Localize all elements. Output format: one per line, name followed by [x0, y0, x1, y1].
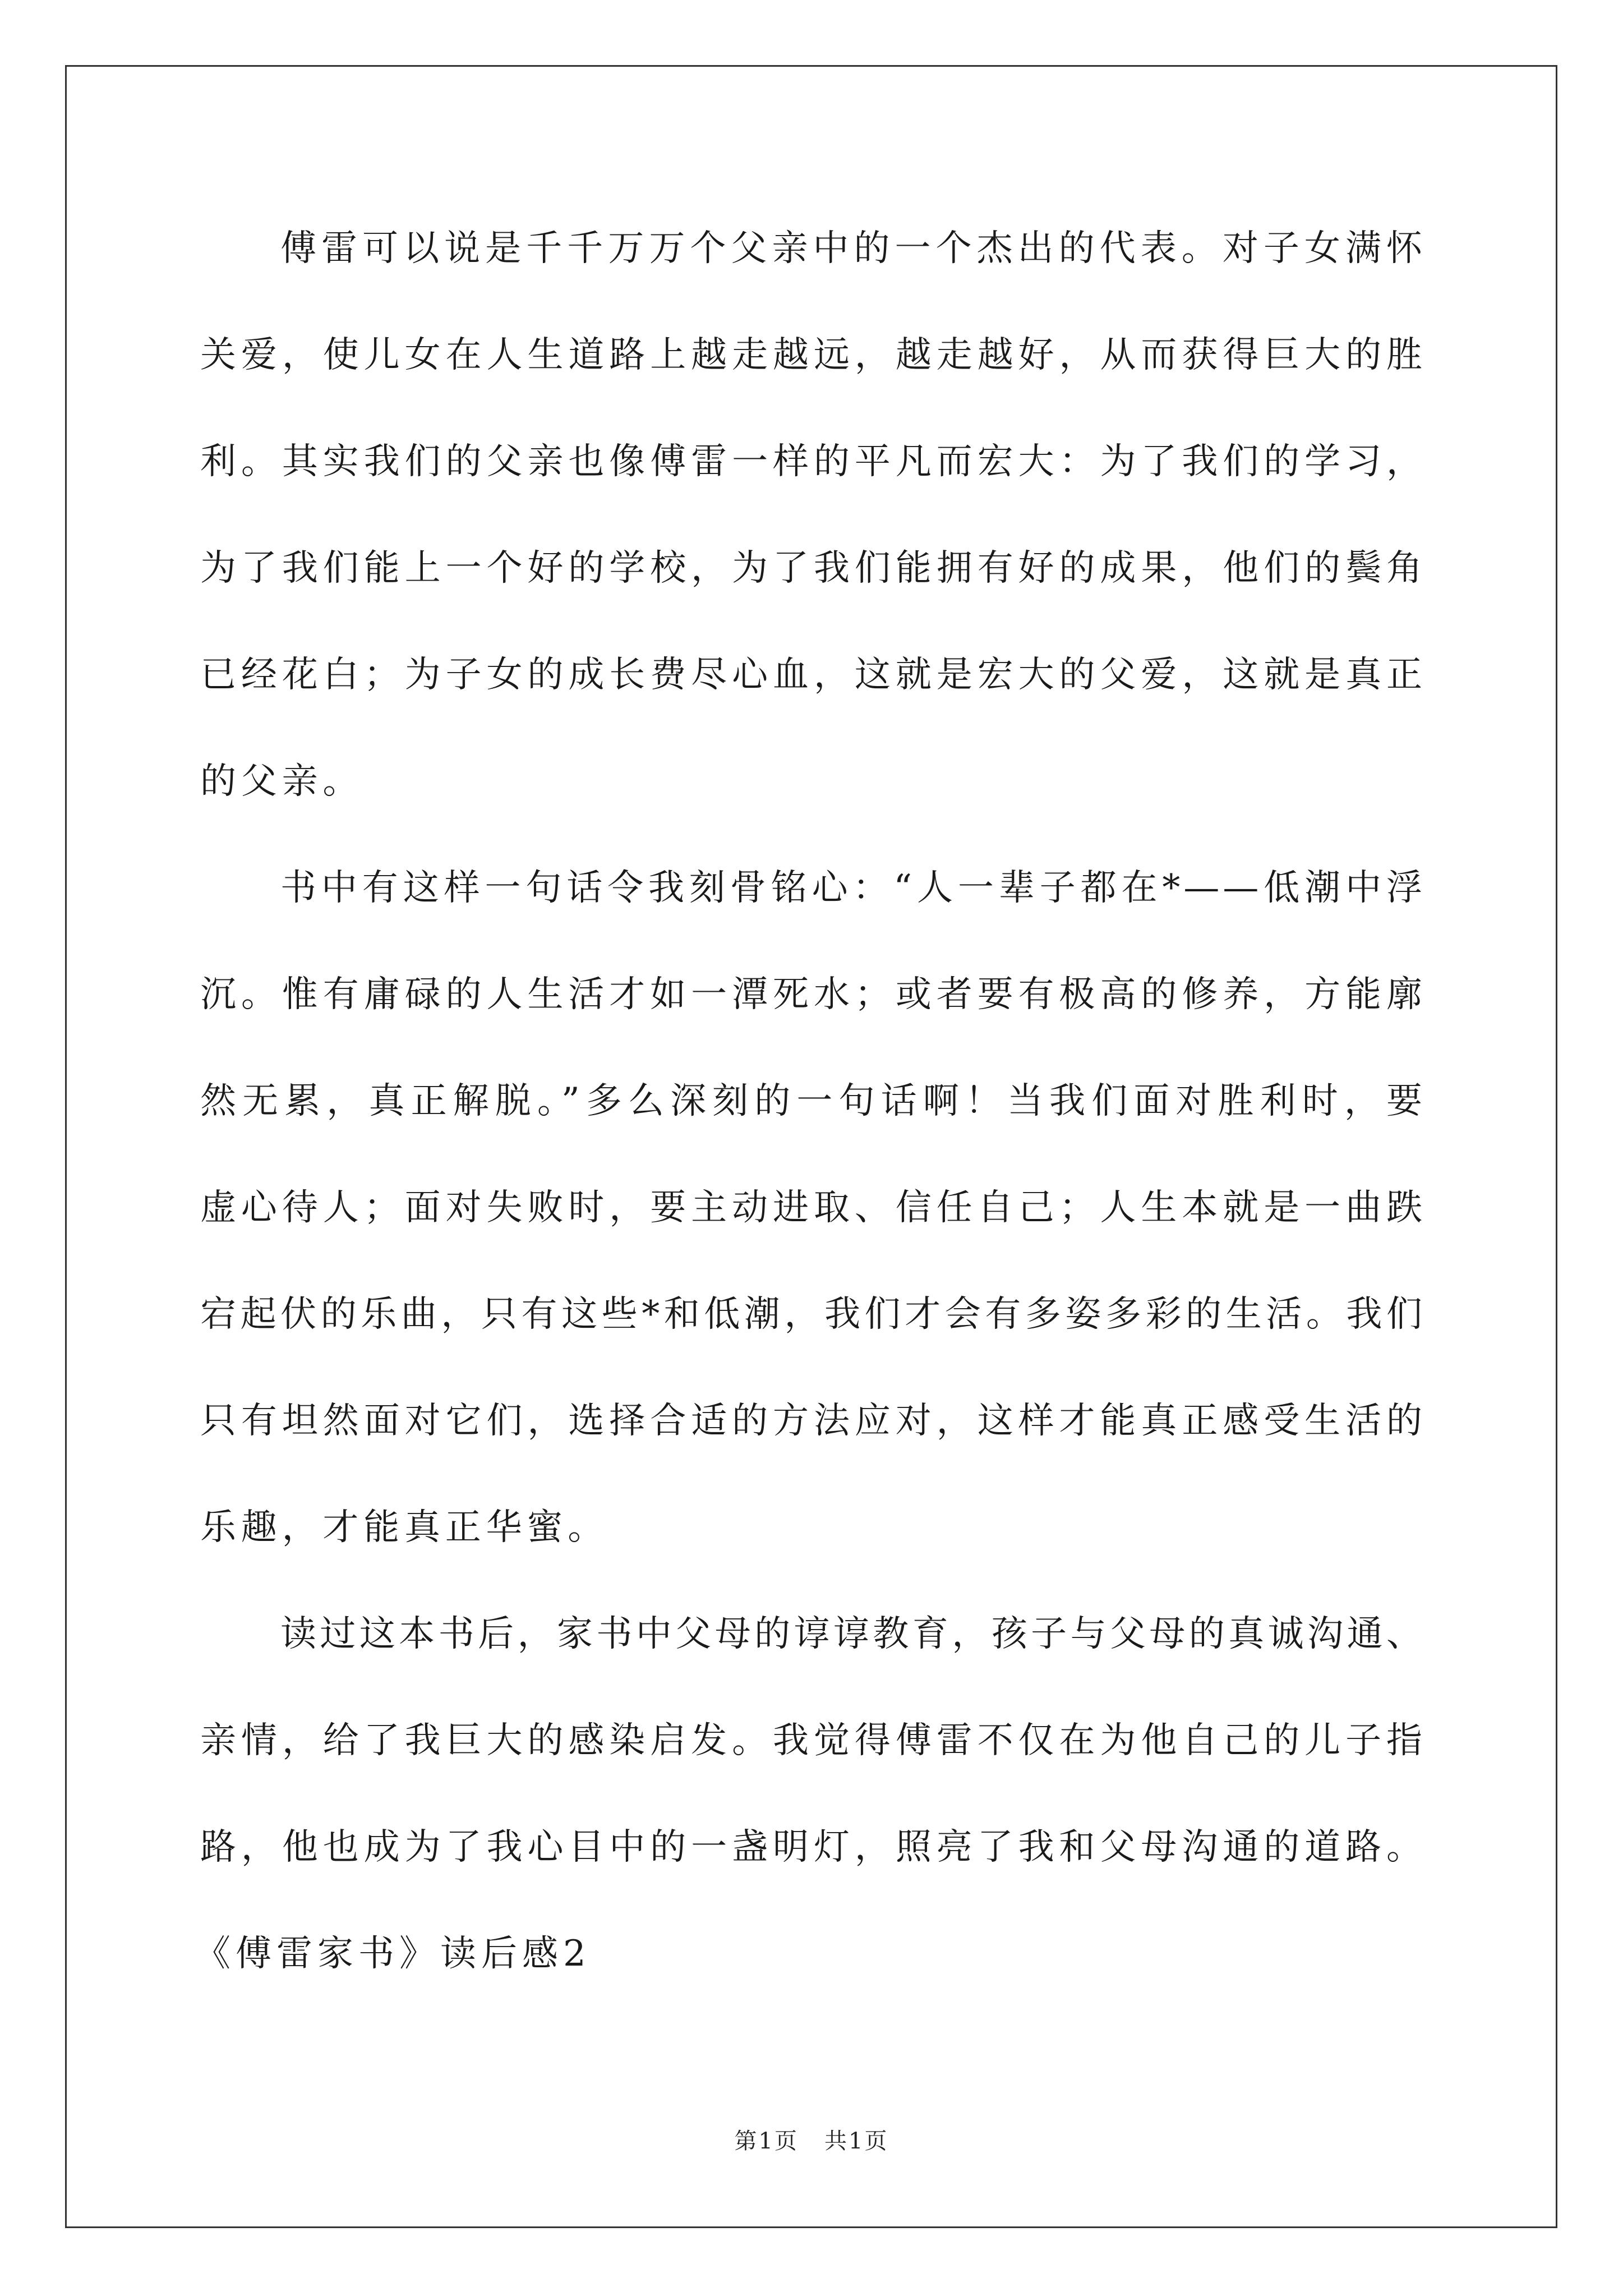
body-text: [195, 195, 1426, 2007]
text-line: 利。其实我们的父亲也像傅雷一样的平凡而宏大：为了我们的学习，: [200, 441, 1426, 482]
text-line: 虚心待人；面对失败时，要主动进取、信任自己；人生本就是一曲跌: [200, 1187, 1426, 1228]
text-line: 只有坦然面对它们，选择合适的方法应对，这样才能真正感受生活的: [200, 1400, 1426, 1442]
text-line: 读过这本书后，家书中父母的谆谆教育，孩子与父母的真诚沟通、: [280, 1613, 1426, 1655]
page-footer: [0, 2126, 1623, 2156]
text-line: 的父亲。: [200, 761, 364, 802]
text-line: 沉。惟有庸碌的人生活才如一潭死水；或者要有极高的修养，方能廓: [200, 974, 1426, 1015]
text-line: 关爱，使儿女在人生道路上越走越远，越走越好，从而获得巨大的胜: [200, 334, 1426, 376]
text-line: 然无累，真正解脱。”多么深刻的一句话啊！当我们面对胜利时，要: [200, 1080, 1426, 1122]
text-line: 路，他也成为了我心目中的一盏明灯，照亮了我和父母沟通的道路。: [200, 1826, 1426, 1868]
text-line: 乐趣，才能真正华蜜。: [200, 1507, 608, 1548]
paragraph: [200, 1581, 1426, 1901]
paragraph: [200, 835, 1426, 1581]
text-line: 亲情，给了我巨大的感染启发。我觉得傅雷不仅在为他自己的儿子指: [200, 1720, 1426, 1761]
text-line: 为了我们能上一个好的学校，为了我们能拥有好的成果，他们的鬓角: [200, 547, 1426, 589]
paragraph: [200, 195, 1426, 835]
text-line: 宕起伏的乐曲，只有这些*和低潮，我们才会有多姿多彩的生活。我们: [200, 1294, 1426, 1335]
text-line: 书中有这样一句话令我刻骨铭心：“人一辈子都在*——低潮中浮: [280, 867, 1426, 909]
footer-page-number: 第1页: [734, 2128, 799, 2154]
text-line: 已经花白；为子女的成长费尽心血，这就是宏大的父爱，这就是真正: [200, 654, 1426, 696]
section-heading: 《傅雷家书》读后感2: [195, 1933, 591, 1975]
text-line: 傅雷可以说是千千万万个父亲中的一个杰出的代表。对子女满怀: [280, 228, 1426, 269]
footer-total-pages: 共1页: [824, 2128, 889, 2154]
